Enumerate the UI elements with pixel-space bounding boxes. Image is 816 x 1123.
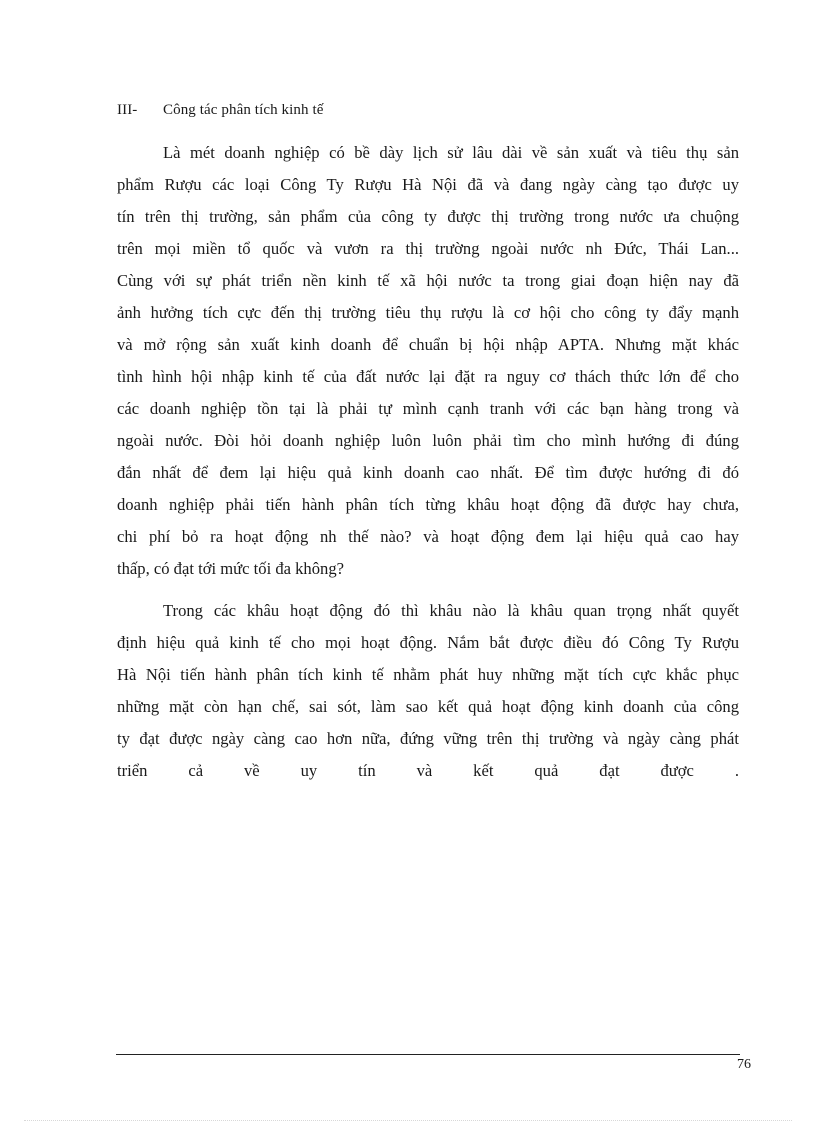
paragraph-line: ngoài nước. Đòi hỏi doanh nghiệp luôn luôn phải tìm cho mình hướng đi đúng xyxy=(117,431,739,450)
paragraph-line: Hà Nội tiến hành phân tích kinh tế nhằm phát huy những mặt tích cực khắc phục xyxy=(117,665,739,684)
paragraph-2 xyxy=(117,595,739,787)
paragraph-line: thấp, có đạt tới mức tối đa không? xyxy=(117,559,344,578)
section-number: III- xyxy=(117,102,138,118)
section-title: Công tác phân tích kinh tế xyxy=(163,102,324,118)
paragraph-line: và mở rộng sản xuất kinh doanh để chuẩn bị hội nhập APTA. Nhưng mặt khác xyxy=(117,335,739,354)
page-bottom-edge xyxy=(24,1120,792,1121)
paragraph-line: Trong các khâu hoạt động đó thì khâu nào là khâu quan trọng nhất quyết xyxy=(163,601,739,620)
paragraph-line: ty đạt được ngày càng cao hơn nữa, đứng vững trên thị trường và ngày càng phát xyxy=(117,729,739,748)
section-heading xyxy=(117,102,323,119)
paragraph-line: các doanh nghiệp tồn tại là phải tự mình cạnh tranh với các bạn hàng trong và xyxy=(117,399,739,418)
footer-divider xyxy=(116,1054,740,1055)
paragraph-line: doanh nghiệp phải tiến hành phân tích từng khâu hoạt động đã được hay chưa, xyxy=(117,495,739,514)
paragraph-line: trên mọi miền tổ quốc và vươn ra thị trường ngoài nước nh Đức, Thái Lan... xyxy=(117,239,739,258)
paragraph-line: tín trên thị trường, sản phẩm của công ty được thị trường trong nước ưa chuộng xyxy=(117,207,739,226)
paragraph-line: triển cả về uy tín và kết quả đạt được . xyxy=(117,761,739,780)
paragraph-line: phẩm Rượu các loại Công Ty Rượu Hà Nội đã và đang ngày càng tạo được uy xyxy=(117,175,739,194)
paragraph-line: tình hình hội nhập kinh tế của đất nước lại đặt ra nguy cơ thách thức lớn để cho xyxy=(117,367,739,386)
paragraph-line: chi phí bỏ ra hoạt động nh thế nào? và hoạt động đem lại hiệu quả cao hay xyxy=(117,527,739,546)
paragraph-line: đắn nhất để đem lại hiệu quả kinh doanh cao nhất. Để tìm được hướng đi đó xyxy=(117,463,739,482)
paragraph-line: Cùng với sự phát triển nền kinh tế xã hội nước ta trong giai đoạn hiện nay đã xyxy=(117,271,739,290)
page-number: 76 xyxy=(737,1057,751,1072)
paragraph-line: Là mét doanh nghiệp có bề dày lịch sử lâu dài về sản xuất và tiêu thụ sản xyxy=(163,143,739,162)
paragraph-line: những mặt còn hạn chế, sai sót, làm sao kết quả hoạt động kinh doanh của công xyxy=(117,697,739,716)
paragraph-line: định hiệu quả kinh tế cho mọi hoạt động. Nắm bắt được điều đó Công Ty Rượu xyxy=(117,633,739,652)
paragraph-1 xyxy=(117,137,739,585)
paragraph-line: ảnh hưởng tích cực đến thị trường tiêu thụ rượu là cơ hội cho công ty đẩy mạnh xyxy=(117,303,739,322)
